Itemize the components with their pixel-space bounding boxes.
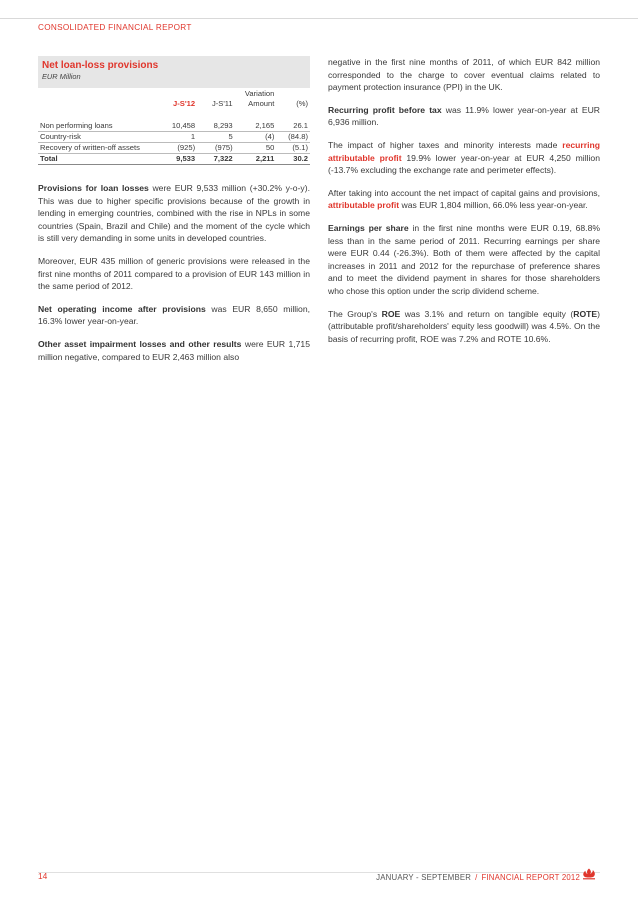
term-attributable-profit: attributable profit: [328, 200, 400, 211]
col-header-prior: J-S'11: [211, 99, 233, 108]
row-value-prior: (975): [195, 143, 233, 154]
paragraph-text: The Group's: [328, 308, 382, 319]
santander-flame-icon: [582, 868, 596, 880]
paragraph-eps: [328, 222, 600, 298]
row-amount: 2,165: [233, 121, 275, 132]
paragraph-ppi: [328, 56, 600, 94]
top-rule: [0, 18, 638, 19]
row-label: Country-risk: [38, 132, 158, 143]
paragraph-recurring-profit: [328, 104, 600, 129]
paragraph-generic-provisions: [38, 255, 310, 293]
row-pct: (5.1): [274, 143, 310, 154]
table-total-row: [38, 154, 310, 165]
term-provisions: Provisions for loan losses: [38, 183, 149, 193]
paragraph-text: were EUR 9,533 million (+30.2% y-o-y). This was due to higher specific provisions because of the growth in lending in emerging countries, combined with the rise in NPLs in some countries (Spain, Brazil and Chile) and the moment of the cycle which is still very demanding in some units in developed countries.: [38, 183, 310, 244]
term-recurring-attributable-profit: recurring attributable profit: [328, 139, 600, 163]
paragraph-text: in the first nine months were EUR 0.19, 68.8% less than in the same period of 2011. Recurring earnings per share were EUR 0.44 (-26.3%). Both of them were affected by the capital increases in 2011 and 2012 for the repurchase of preference shares and to meet the dividend payment in shares for those shareholders who chose this option under the scrip dividend scheme.: [328, 222, 600, 296]
total-value-current: 9,533: [158, 154, 196, 165]
table-row: [38, 143, 310, 154]
row-value-current: 10,458: [158, 121, 196, 132]
total-pct: 30.2: [274, 154, 310, 165]
row-amount: (4): [233, 132, 275, 143]
right-column: [328, 56, 600, 355]
paragraph-provisions: [38, 182, 310, 245]
term-recurring-profit: Recurring profit before tax: [328, 104, 442, 115]
paragraph-impairment: [38, 338, 310, 363]
row-label: Recovery of written-off assets: [38, 143, 158, 154]
paragraph-net-operating-income: [38, 303, 310, 328]
term-roe: ROE: [381, 308, 401, 319]
paragraph-text: Moreover, EUR 435 million of generic provisions were released in the first nine months of 2011 compared to a provision of EUR 143 million in the same period of 2012.: [38, 255, 310, 292]
total-amount: 2,211: [233, 154, 275, 165]
total-value-prior: 7,322: [195, 154, 233, 165]
paragraph-text: was EUR 8,650 million, 16.3% lower year-on-year.: [38, 303, 310, 327]
paragraph-text: 19.9% lower year-on-year at EUR 4,250 million (-13.7% excluding the exchange rate and perimeter effects).: [328, 152, 600, 176]
row-amount: 50: [233, 143, 275, 154]
table-body: [38, 88, 310, 165]
term-net-operating-income: Net operating income after provisions: [38, 303, 206, 314]
left-column: [38, 56, 310, 373]
paragraph-attributable-profit: [328, 187, 600, 212]
loan-loss-table: [38, 56, 310, 165]
paragraph-text: was 11.9% lower year-on-year at EUR 6,936 million.: [328, 104, 600, 128]
row-pct: 26.1: [274, 121, 310, 132]
footer-period: JANUARY - SEPTEMBER: [376, 873, 472, 882]
paragraph-text: ) (attributable profit/shareholders' equity less goodwill) was 4.5%. On the basis of recurring profit, ROE was 7.2% and ROTE 10.6%.: [328, 308, 600, 344]
row-value-prior: 5: [195, 132, 233, 143]
footer-text: [376, 873, 580, 882]
page-number: 14: [38, 871, 48, 881]
col-header-pct: (%): [296, 99, 308, 108]
term-rote: ROTE: [573, 308, 598, 319]
paragraph-text: The impact of higher taxes and minority interests made: [328, 139, 563, 150]
table-row: [38, 121, 310, 132]
row-pct: (84.8): [274, 132, 310, 143]
footer-report-title: FINANCIAL REPORT 2012: [481, 873, 580, 882]
term-eps: Earnings per share: [328, 222, 409, 233]
paragraph-recurring-attributable: [328, 139, 600, 177]
term-impairment: Other asset impairment losses and other results: [38, 338, 242, 349]
table-subtitle: EUR Million: [42, 72, 81, 81]
paragraph-text: After taking into account the net impact of capital gains and provisions,: [328, 187, 600, 198]
row-value-current: 1: [158, 132, 196, 143]
table-title: Net loan-loss provisions: [42, 60, 159, 71]
table-row: [38, 132, 310, 143]
col-header-amount: Amount: [248, 99, 275, 108]
paragraph-text: were EUR 1,715 million negative, compared to EUR 2,463 million also: [38, 338, 310, 362]
variation-label: Variation: [244, 89, 275, 98]
paragraph-text: negative in the first nine months of 2011, of which EUR 842 million corresponded to the charge to cover eventual claims related to payment protection insurance (PPI) in the UK.: [328, 57, 600, 93]
paragraph-roe: [328, 308, 600, 346]
section-header: CONSOLIDATED FINANCIAL REPORT: [38, 23, 192, 32]
paragraph-text: was 3.1% and return on tangible equity (: [400, 308, 574, 319]
table-header-band: [38, 56, 310, 88]
row-value-current: (925): [158, 143, 196, 154]
paragraph-text: was EUR 1,804 million, 66.0% less year-on-year.: [399, 200, 588, 211]
col-header-current: J-S'12: [173, 99, 196, 108]
row-label: Non performing loans: [38, 121, 158, 132]
row-value-prior: 8,293: [195, 121, 233, 132]
total-label: Total: [38, 154, 158, 165]
footer-separator: /: [475, 873, 478, 882]
